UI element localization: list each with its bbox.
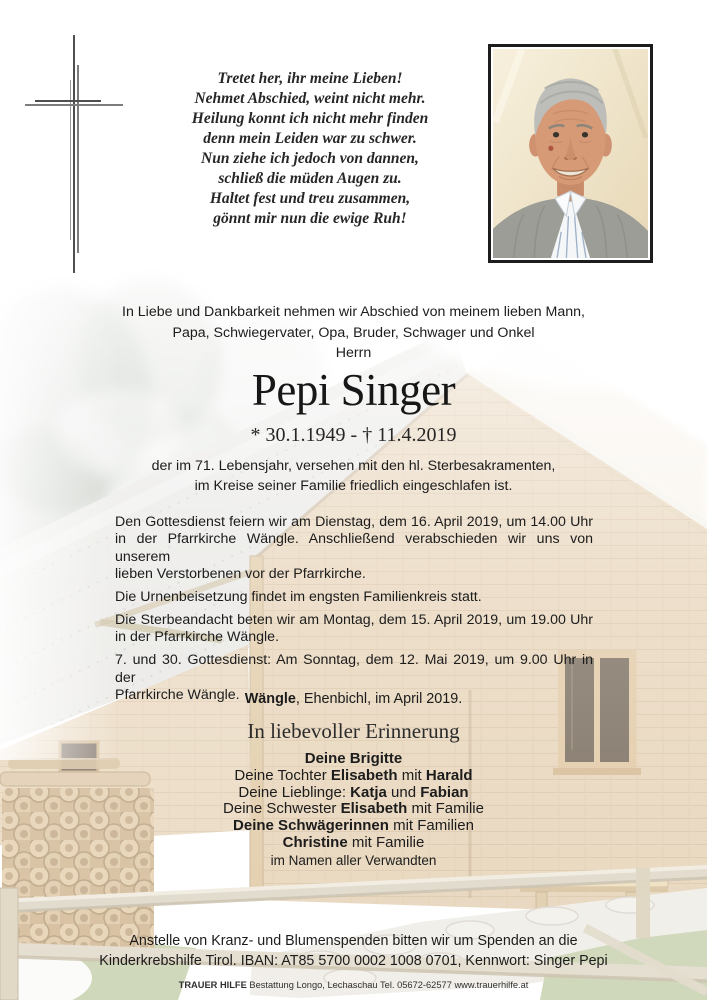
mourner-line: Deine Schwester Elisabeth mit Familie: [223, 800, 484, 818]
life-dates: * 30.1.1949 - † 11.4.2019: [250, 424, 457, 446]
funeral-home-name: TRAUER HILFE: [178, 980, 247, 990]
deceased-name: Pepi Singer: [251, 365, 456, 415]
service-line: lieben Verstorbenen vor der Pfarrkirche.: [115, 566, 366, 583]
service-paragraph: [115, 589, 593, 606]
service-line: Die Urnenbeisetzung findet im engsten Familienkreis statt.: [115, 589, 482, 606]
service-paragraph: [115, 514, 593, 584]
poem-line: Haltet fest und treu zusammen,: [209, 190, 411, 207]
poem-line: Nun ziehe ich jedoch von dannen,: [201, 150, 419, 167]
salutation: Herrn: [335, 345, 372, 361]
poem-line: schließ die müden Augen zu.: [218, 170, 402, 187]
dateline: [0, 691, 707, 707]
poem-line: Heilung konnt ich nicht mehr finden: [191, 110, 429, 127]
poem-line: gönnt mir nun die ewige Ruh!: [213, 210, 407, 227]
service-paragraph: [115, 612, 593, 647]
announcement-intro: [0, 302, 707, 344]
funeral-home-details: Bestattung Longo, Lechaschau Tel. 05672-62577 www.trauerhilfe.at: [246, 980, 529, 990]
mourner-line: Deine Lieblinge: Katja und Fabian: [238, 783, 469, 801]
mourner-line: Christine mit Familie: [282, 833, 425, 851]
poem-line: Nehmet Abschied, weint nicht mehr.: [194, 90, 426, 107]
passing-line-2: im Kreise seiner Familie friedlich eingeschlafen ist.: [194, 478, 513, 494]
poem-line: Tretet her, ihr meine Lieben!: [217, 70, 403, 87]
mourners-closing: im Namen aller Verwandten: [270, 852, 437, 868]
service-line: Den Gottesdienst feiern wir am Dienstag, dem 16. April 2019, um 14.00 Uhr: [115, 514, 593, 530]
mourner-line: Deine Tochter Elisabeth mit Harald: [234, 766, 473, 784]
dateline-place: Wängle: [244, 691, 296, 707]
mourners-list: [0, 751, 707, 870]
poem-line: denn mein Leiden war zu schwer.: [203, 130, 417, 147]
passing-line-1: der im 71. Lebensjahr, versehen mit den hl. Sterbesakramenten,: [151, 458, 556, 474]
funeral-home-footer: [0, 980, 707, 990]
service-line: Die Sterbeandacht beten wir am Montag, dem 15. April 2019, um 19.00 Uhr: [115, 612, 593, 629]
mourner-line: Deine Schwägerinnen mit Familien: [233, 817, 474, 835]
mourner-line: Deine Brigitte: [304, 750, 403, 767]
dateline-rest: , Ehenbichl, im April 2019.: [295, 691, 463, 707]
announcement-line-2: Papa, Schwiegervater, Opa, Bruder, Schwager und Onkel: [172, 325, 535, 341]
remembrance-heading: In liebevoller Erinnerung: [247, 719, 460, 743]
service-line: Pfarrkirche Wängle.: [115, 687, 240, 704]
donation-note: [0, 931, 707, 971]
donation-line-2: Kinderkrebshilfe Tirol. IBAN: AT85 5700 0002 1008 0701, Kennwort: Singer Pepi: [99, 953, 608, 969]
service-info: [115, 514, 593, 710]
service-line: in der Pfarrkirche Wängle. Anschließend verabschieden wir uns von unserem: [115, 531, 593, 565]
memorial-poem: [100, 69, 520, 229]
service-line: in der Pfarrkirche Wängle.: [115, 629, 280, 646]
passing-statement: [0, 456, 707, 496]
donation-line-1: Anstelle von Kranz- und Blumenspenden bitten wir um Spenden an die: [129, 933, 578, 949]
service-line: 7. und 30. Gottesdienst: Am Sonntag, dem 12. Mai 2019, um 9.00 Uhr in der: [115, 652, 593, 686]
announcement-line-1: In Liebe und Dankbarkeit nehmen wir Abschied von meinem lieben Mann,: [122, 304, 585, 320]
